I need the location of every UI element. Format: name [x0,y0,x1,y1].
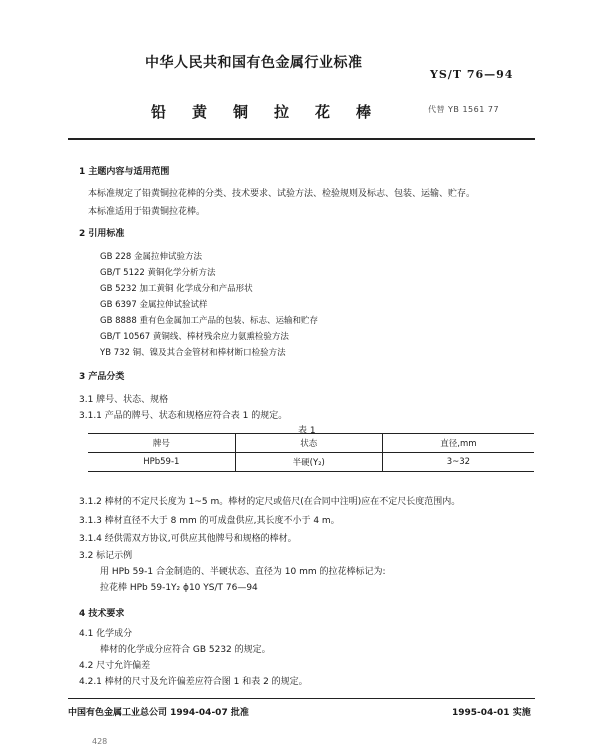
header-grade: 牌号 [152,439,170,449]
table-1 [88,433,534,472]
header-state: 状态 [235,434,382,453]
section-1-para-1: 本标准规定了铅黄铜拉花棒的分类、技术要求、试验方法、检验规则及标志、包装、运输、贮存。 [88,189,476,199]
approval-line: 中国有色金属工业总公司 1994-04-07 批准 [68,708,249,718]
ref-item: GB 8888 重有色金属加工产品的包装、标志、运输和贮存 [100,316,318,326]
header-diameter: 直径,mm [382,434,534,453]
clause-4-1-text: 棒材的化学成分应符合 GB 5232 的规定。 [100,645,271,655]
replaces-note: 代替 YB 1561 77 [428,105,500,114]
document-title: 铅黄铜拉花棒 [151,103,398,121]
clause-3-1: 3.1 牌号、状态、规格 [79,395,169,405]
clause-4-1: 4.1 化学成分 [79,629,133,639]
page-number: 428 [92,737,108,746]
table-header-row [88,434,534,453]
implementation-date: 1995-04-01 实施 [452,708,531,718]
ref-item: GB/T 5122 黄铜化学分析方法 [100,268,216,278]
cell-diameter: 3~32 [382,453,534,472]
table-row [88,453,534,472]
ref-item: GB 228 金属拉伸试验方法 [100,252,203,262]
clause-3-1-3: 3.1.3 棒材直径不大于 8 mm 的可成盘供应,其长度不小于 4 m。 [79,516,340,526]
section-1-heading: 1 主题内容与适用范围 [79,167,170,177]
section-1-para-2: 本标准适用于铅黄铜拉花棒。 [88,207,206,217]
marking-example-line-2: 拉花棒 HPb 59-1Y₂ ϕ10 YS/T 76—94 [100,583,258,593]
cell-state: 半硬(Y₂) [235,453,382,472]
ref-item: GB 6397 金属拉伸试验试样 [100,300,208,310]
clause-3-1-4: 3.1.4 经供需双方协议,可供应其他牌号和规格的棒材。 [79,534,297,544]
marking-example-line-1: 用 HPb 59-1 合金制造的、半硬状态、直径为 10 mm 的拉花棒标记为: [100,567,386,577]
clause-4-2-1: 4.2.1 棒材的尺寸及允许偏差应符合图 1 和表 2 的规定。 [79,677,308,687]
clause-3-1-1: 3.1.1 产品的牌号、状态和规格应符合表 1 的规定。 [79,411,288,421]
table-caption: 表 1 [298,426,316,436]
clause-3-1-2: 3.1.2 棒材的不定尺长度为 1~5 m。棒材的定尺或倍尺(在合同中注明)应在不定尺长度范围内。 [79,497,461,507]
header-rule [68,138,535,140]
section-4-heading: 4 技术要求 [79,609,125,619]
clause-4-2: 4.2 尺寸允许偏差 [79,661,151,671]
section-2-heading: 2 引用标准 [79,229,125,239]
org-title: 中华人民共和国有色金属行业标准 [145,55,363,71]
section-3-heading: 3 产品分类 [79,372,125,382]
cell-grade: HPb59-1 [143,457,180,467]
ref-item: YB 732 铜、镍及其合金管材和棒材断口检验方法 [100,348,286,358]
standard-code: YS/T 76—94 [430,68,514,81]
clause-3-2: 3.2 标记示例 [79,551,133,561]
footer-rule [68,698,535,699]
ref-item: GB 5232 加工黄铜 化学成分和产品形状 [100,284,253,294]
ref-item: GB/T 10567 黄铜线、棒材残余应力氨熏检验方法 [100,332,289,342]
